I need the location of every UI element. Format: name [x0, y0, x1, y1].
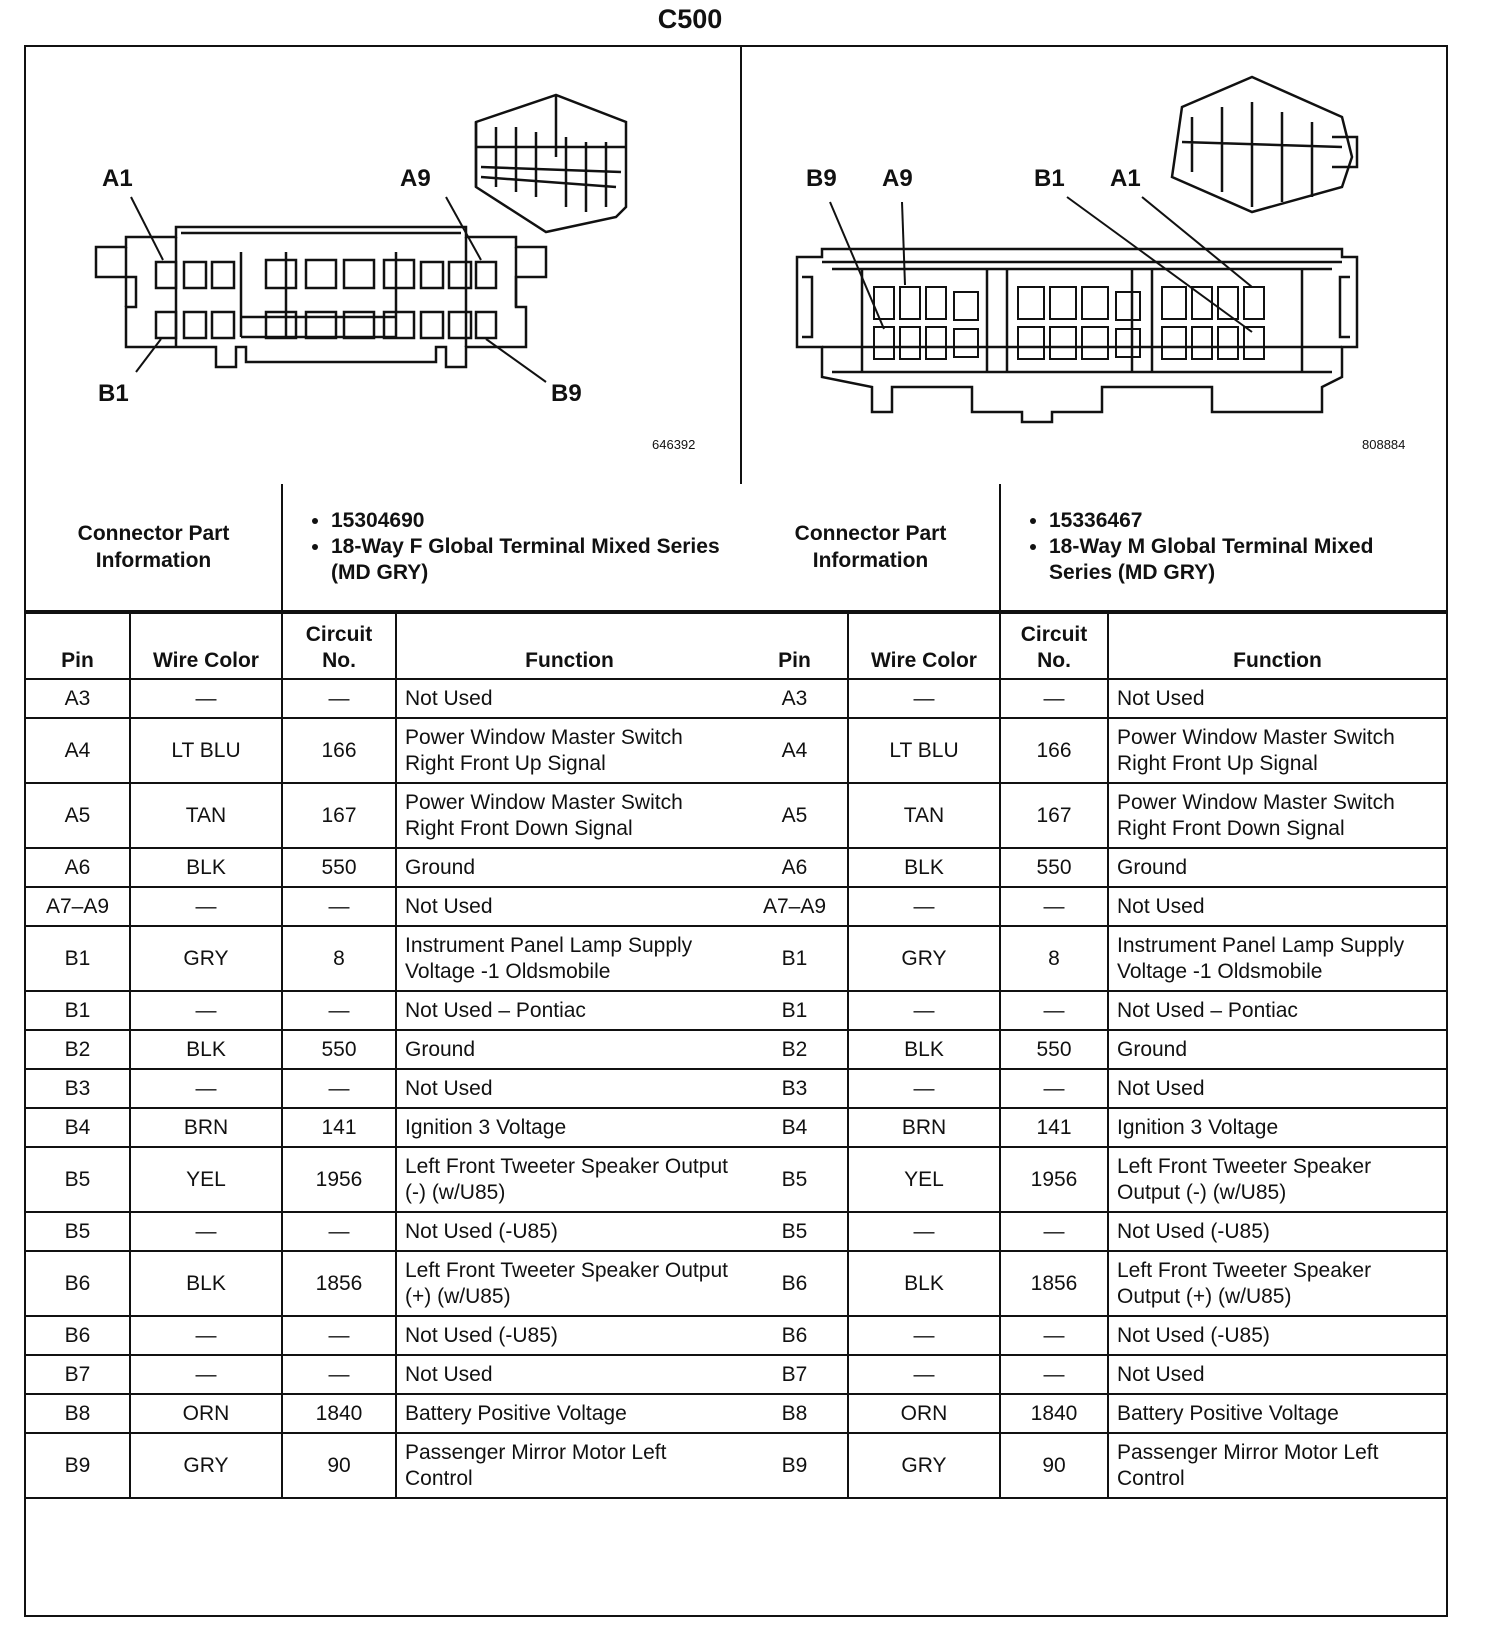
cell-function: Instrument Panel Lamp Supply Voltage -1 Oldsmobile — [396, 926, 742, 991]
female-connector-drawing — [26, 47, 740, 484]
col-function: Function — [396, 613, 742, 679]
table-row — [26, 679, 742, 718]
cell-circuit: 1856 — [282, 1251, 396, 1316]
cell-wire-color: — — [848, 1069, 1000, 1108]
cell-function: Not Used (-U85) — [1108, 1212, 1446, 1251]
cell-wire-color: GRY — [130, 1433, 282, 1498]
cell-pin: B7 — [742, 1355, 848, 1394]
table-row — [26, 1316, 742, 1355]
cell-function: Not Used — [1108, 679, 1446, 718]
table-row — [26, 1394, 742, 1433]
col-circuit: Circuit No. — [1000, 613, 1108, 679]
table-row — [26, 718, 742, 783]
cell-pin: B1 — [26, 991, 130, 1030]
col-circuit: Circuit No. — [282, 613, 396, 679]
cell-pin: B1 — [742, 991, 848, 1030]
cell-circuit: 166 — [282, 718, 396, 783]
table-row — [26, 1069, 742, 1108]
cell-circuit: — — [282, 887, 396, 926]
cell-wire-color: — — [848, 1316, 1000, 1355]
cell-function: Ground — [1108, 848, 1446, 887]
cell-circuit: 1840 — [1000, 1394, 1108, 1433]
cell-function: Left Front Tweeter Speaker Output (-) (w/U85) — [396, 1147, 742, 1212]
pin-label-a9: A9 — [882, 165, 913, 192]
cell-pin: A4 — [742, 718, 848, 783]
cell-pin: B9 — [26, 1433, 130, 1498]
cell-circuit: — — [1000, 1212, 1108, 1251]
cell-circuit: — — [282, 679, 396, 718]
cell-wire-color: — — [848, 1212, 1000, 1251]
cell-wire-color: TAN — [130, 783, 282, 848]
table-row — [742, 1316, 1446, 1355]
cell-wire-color: TAN — [848, 783, 1000, 848]
pin-label-a1: A1 — [102, 165, 133, 192]
cell-wire-color: BLK — [848, 1251, 1000, 1316]
cell-function: Not Used — [396, 679, 742, 718]
pin-label-a1: A1 — [1110, 165, 1141, 192]
cell-function: Not Used (-U85) — [396, 1316, 742, 1355]
cell-function: Not Used (-U85) — [396, 1212, 742, 1251]
cell-function: Power Window Master Switch Right Front Down Signal — [396, 783, 742, 848]
female-connector-panel — [26, 47, 742, 484]
cell-function: Not Used — [1108, 1355, 1446, 1394]
table-row — [742, 1069, 1446, 1108]
cell-pin: B6 — [26, 1316, 130, 1355]
cell-circuit: — — [1000, 887, 1108, 926]
cell-pin: A7–A9 — [742, 887, 848, 926]
pinout-rows — [742, 679, 1446, 1498]
cell-function: Power Window Master Switch Right Front Up Signal — [1108, 718, 1446, 783]
cell-wire-color: — — [130, 679, 282, 718]
cell-pin: B2 — [742, 1030, 848, 1069]
cell-wire-color: GRY — [848, 926, 1000, 991]
cell-pin: A3 — [26, 679, 130, 718]
col-pin: Pin — [742, 613, 848, 679]
cell-wire-color: BLK — [848, 1030, 1000, 1069]
cell-function: Not Used — [396, 887, 742, 926]
cell-wire-color: — — [130, 1212, 282, 1251]
cell-pin: B5 — [26, 1212, 130, 1251]
cell-circuit: 8 — [282, 926, 396, 991]
table-row — [26, 926, 742, 991]
connector-info-list — [1009, 508, 1438, 586]
connector-info-label: Connector Part Information — [742, 484, 1000, 611]
cell-function: Ground — [396, 848, 742, 887]
cell-pin: B4 — [742, 1108, 848, 1147]
figure-id: 808884 — [1362, 437, 1406, 452]
table-row — [26, 1147, 742, 1212]
cell-pin: B8 — [26, 1394, 130, 1433]
cell-pin: A7–A9 — [26, 887, 130, 926]
table-row — [26, 991, 742, 1030]
connector-description: • 18-Way F Global Terminal Mixed Series (MD GRY) — [331, 534, 734, 586]
cell-function: Passenger Mirror Motor Left Control — [1108, 1433, 1446, 1498]
cell-circuit: — — [1000, 1355, 1108, 1394]
cell-function: Instrument Panel Lamp Supply Voltage -1 Oldsmobile — [1108, 926, 1446, 991]
male-pinout — [742, 484, 1446, 1499]
table-row — [742, 1212, 1446, 1251]
table-row — [742, 1394, 1446, 1433]
cell-circuit: — — [1000, 1316, 1108, 1355]
cell-pin: A5 — [742, 783, 848, 848]
connector-sheet — [24, 45, 1448, 1617]
pin-label-b9: B9 — [806, 165, 837, 192]
cell-circuit: 90 — [282, 1433, 396, 1498]
cell-circuit: 550 — [1000, 1030, 1108, 1069]
cell-wire-color: — — [848, 887, 1000, 926]
col-function: Function — [1108, 613, 1446, 679]
cell-wire-color: BRN — [848, 1108, 1000, 1147]
cell-circuit: 141 — [1000, 1108, 1108, 1147]
cell-pin: B9 — [742, 1433, 848, 1498]
cell-function: Not Used — [1108, 1069, 1446, 1108]
cell-pin: B7 — [26, 1355, 130, 1394]
male-connector-panel — [742, 47, 1446, 484]
cell-pin: A6 — [26, 848, 130, 887]
cell-circuit: 166 — [1000, 718, 1108, 783]
cell-function: Battery Positive Voltage — [1108, 1394, 1446, 1433]
table-row — [742, 1433, 1446, 1498]
connector-info-list — [291, 508, 734, 586]
cell-pin: B2 — [26, 1030, 130, 1069]
cell-function: Passenger Mirror Motor Left Control — [396, 1433, 742, 1498]
table-row — [26, 1108, 742, 1147]
cell-function: Left Front Tweeter Speaker Output (+) (w/U85) — [1108, 1251, 1446, 1316]
cell-function: Not Used — [396, 1355, 742, 1394]
label-leaders — [131, 197, 546, 382]
table-row — [26, 848, 742, 887]
cell-circuit: — — [1000, 991, 1108, 1030]
cell-wire-color: — — [848, 991, 1000, 1030]
cell-function: Not Used — [396, 1069, 742, 1108]
female-pinout — [26, 484, 742, 1499]
cell-circuit: 1840 — [282, 1394, 396, 1433]
table-row — [742, 848, 1446, 887]
connector-info-label: Connector Part Information — [26, 484, 282, 611]
cell-wire-color: LT BLU — [848, 718, 1000, 783]
cell-pin: A4 — [26, 718, 130, 783]
cell-pin: B8 — [742, 1394, 848, 1433]
cell-function: Left Front Tweeter Speaker Output (+) (w/U85) — [396, 1251, 742, 1316]
table-row — [742, 1108, 1446, 1147]
figure-id: 646392 — [652, 437, 696, 452]
pinout-table — [26, 612, 742, 1499]
cell-circuit: 550 — [282, 848, 396, 887]
pinout-rows — [26, 679, 742, 1498]
table-row — [742, 1251, 1446, 1316]
cell-circuit: 167 — [282, 783, 396, 848]
cell-wire-color: — — [848, 679, 1000, 718]
table-row — [26, 1355, 742, 1394]
connector-info — [742, 484, 1446, 612]
cell-circuit: 1956 — [282, 1147, 396, 1212]
cell-function: Ignition 3 Voltage — [396, 1108, 742, 1147]
col-wire-color: Wire Color — [130, 613, 282, 679]
connector-info — [26, 484, 742, 612]
cell-wire-color: BLK — [848, 848, 1000, 887]
cell-wire-color: YEL — [848, 1147, 1000, 1212]
col-pin: Pin — [26, 613, 130, 679]
table-row — [742, 679, 1446, 718]
table-row — [26, 1030, 742, 1069]
cell-circuit: — — [1000, 1069, 1108, 1108]
cell-circuit: 141 — [282, 1108, 396, 1147]
table-row — [26, 1433, 742, 1498]
cell-pin: A5 — [26, 783, 130, 848]
cell-pin: B5 — [742, 1147, 848, 1212]
cell-circuit: 550 — [1000, 848, 1108, 887]
cell-circuit: — — [1000, 679, 1108, 718]
cell-wire-color: GRY — [848, 1433, 1000, 1498]
cell-function: Ground — [396, 1030, 742, 1069]
connector-part-number: • 15304690 — [331, 508, 734, 534]
cell-pin: B5 — [26, 1147, 130, 1212]
cell-circuit: — — [282, 1355, 396, 1394]
cell-wire-color: BLK — [130, 848, 282, 887]
cell-wire-color: ORN — [130, 1394, 282, 1433]
pin-label-b1: B1 — [1034, 165, 1065, 192]
cell-pin: B4 — [26, 1108, 130, 1147]
cell-circuit: 1856 — [1000, 1251, 1108, 1316]
table-row — [742, 991, 1446, 1030]
cell-wire-color: ORN — [848, 1394, 1000, 1433]
cell-function: Not Used – Pontiac — [396, 991, 742, 1030]
cell-function: Ground — [1108, 1030, 1446, 1069]
cell-pin: B5 — [742, 1212, 848, 1251]
cell-function: Not Used – Pontiac — [1108, 991, 1446, 1030]
cell-wire-color: BRN — [130, 1108, 282, 1147]
connector-part-number: • 15336467 — [1049, 508, 1438, 534]
pin-cavities — [156, 260, 496, 338]
cell-pin: B3 — [742, 1069, 848, 1108]
cell-wire-color: — — [130, 1069, 282, 1108]
cell-wire-color: YEL — [130, 1147, 282, 1212]
cell-function: Power Window Master Switch Right Front Up Signal — [396, 718, 742, 783]
cell-circuit: — — [282, 991, 396, 1030]
cell-function: Not Used (-U85) — [1108, 1316, 1446, 1355]
table-row — [26, 1251, 742, 1316]
table-row — [742, 1030, 1446, 1069]
cell-pin: B6 — [26, 1251, 130, 1316]
cell-circuit: 90 — [1000, 1433, 1108, 1498]
cell-pin: B6 — [742, 1316, 848, 1355]
table-row — [742, 887, 1446, 926]
pin-label-b1: B1 — [98, 380, 129, 407]
cell-wire-color: LT BLU — [130, 718, 282, 783]
table-row — [26, 783, 742, 848]
cell-circuit: 550 — [282, 1030, 396, 1069]
table-row — [742, 926, 1446, 991]
cell-circuit: — — [282, 1069, 396, 1108]
cell-wire-color: — — [130, 1355, 282, 1394]
page-title: C500 — [657, 4, 723, 34]
cell-function: Not Used — [1108, 887, 1446, 926]
cell-circuit: 167 — [1000, 783, 1108, 848]
cell-wire-color: GRY — [130, 926, 282, 991]
cell-circuit: — — [282, 1212, 396, 1251]
cell-pin: A3 — [742, 679, 848, 718]
cell-pin: A6 — [742, 848, 848, 887]
cell-function: Left Front Tweeter Speaker Output (-) (w/U85) — [1108, 1147, 1446, 1212]
male-connector-drawing — [742, 47, 1446, 484]
pinout-table — [742, 612, 1446, 1499]
table-row — [742, 1147, 1446, 1212]
cell-function: Power Window Master Switch Right Front Down Signal — [1108, 783, 1446, 848]
cell-wire-color: — — [848, 1355, 1000, 1394]
cell-wire-color: — — [130, 887, 282, 926]
col-wire-color: Wire Color — [848, 613, 1000, 679]
cell-pin: B3 — [26, 1069, 130, 1108]
cell-wire-color: BLK — [130, 1251, 282, 1316]
cell-function: Ignition 3 Voltage — [1108, 1108, 1446, 1147]
table-row — [742, 1355, 1446, 1394]
pin-label-b9: B9 — [551, 380, 582, 407]
table-row — [742, 783, 1446, 848]
cell-circuit: 8 — [1000, 926, 1108, 991]
cell-pin: B6 — [742, 1251, 848, 1316]
table-row — [742, 718, 1446, 783]
pin-label-a9: A9 — [400, 165, 431, 192]
cell-wire-color: — — [130, 991, 282, 1030]
connector-description: • 18-Way M Global Terminal Mixed Series (MD GRY) — [1049, 534, 1438, 586]
table-row — [26, 1212, 742, 1251]
cell-circuit: 1956 — [1000, 1147, 1108, 1212]
cell-function: Battery Positive Voltage — [396, 1394, 742, 1433]
cell-pin: B1 — [742, 926, 848, 991]
cell-pin: B1 — [26, 926, 130, 991]
cell-wire-color: — — [130, 1316, 282, 1355]
cell-wire-color: BLK — [130, 1030, 282, 1069]
cell-circuit: — — [282, 1316, 396, 1355]
table-row — [26, 887, 742, 926]
